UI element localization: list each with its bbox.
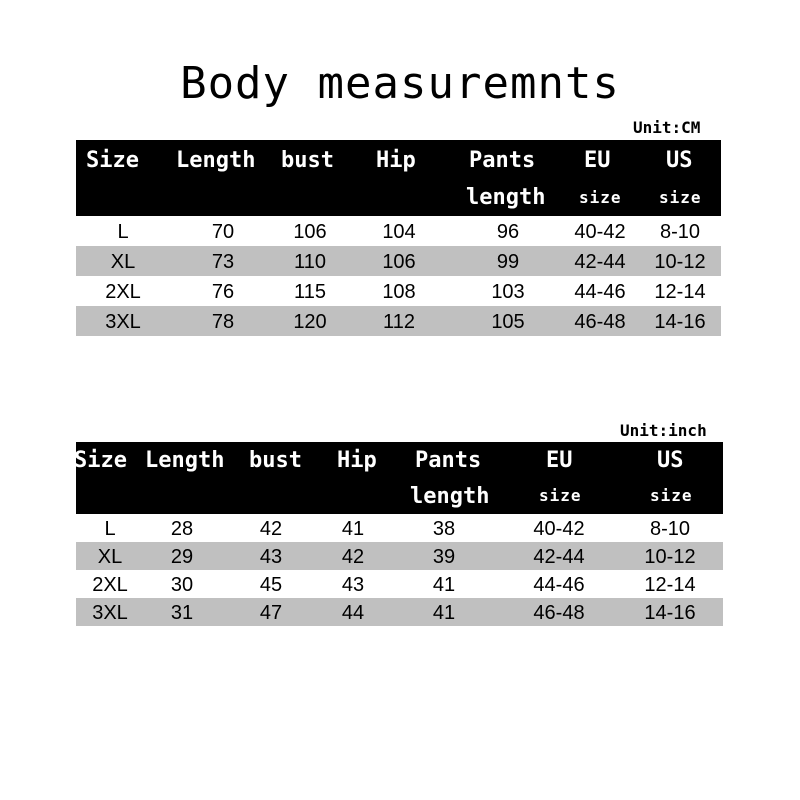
cell-bust: 43	[259, 546, 283, 568]
header-pants-length: length	[410, 484, 490, 509]
cell-pants-length: 99	[496, 251, 520, 273]
cell-bust: 110	[294, 251, 326, 273]
cell-pants-length: 41	[432, 574, 456, 596]
cell-eu-size: 46-48	[533, 602, 585, 624]
table-row	[76, 276, 721, 306]
cell-hip: 112	[383, 311, 415, 333]
cell-us-size: 12-14	[644, 574, 696, 596]
cell-hip: 108	[382, 281, 416, 303]
cell-size: 2XL	[92, 574, 128, 596]
table-row	[76, 514, 723, 542]
header-hip: Hip	[337, 448, 377, 473]
cell-us-size: 8-10	[659, 221, 701, 243]
cell-bust: 106	[293, 221, 327, 243]
header-bust: bust	[281, 148, 334, 173]
cell-eu-size: 44-46	[574, 281, 626, 303]
cell-length: 29	[170, 546, 194, 568]
cell-eu-size: 46-48	[574, 311, 626, 333]
cell-eu-size: 42-44	[574, 251, 626, 273]
header-pants-length: length	[466, 185, 546, 210]
table-row	[76, 570, 723, 598]
unit-label-inch: Unit:inch	[620, 421, 707, 440]
cell-length: 78	[211, 311, 235, 333]
header-us-size: size	[650, 486, 693, 505]
cell-eu-size: 42-44	[533, 546, 585, 568]
cell-hip: 44	[341, 602, 365, 624]
cell-bust: 120	[293, 311, 327, 333]
cell-us-size: 12-14	[654, 281, 706, 303]
table-row	[76, 598, 723, 626]
table-row	[76, 306, 721, 336]
cell-size: XL	[97, 546, 123, 568]
header-length: Length	[176, 148, 256, 173]
cell-pants-length: 105	[491, 311, 525, 333]
header-eu: EU	[584, 148, 611, 173]
table-row	[76, 246, 721, 276]
header-pants: Pants	[415, 448, 482, 473]
header-bust: bust	[249, 448, 302, 473]
cell-length: 70	[211, 221, 235, 243]
page-title: Body measuremnts	[180, 58, 620, 109]
cell-hip: 104	[382, 221, 416, 243]
header-eu-size: size	[539, 486, 582, 505]
cell-bust: 115	[294, 281, 326, 303]
cell-us-size: 10-12	[644, 546, 696, 568]
table-row	[76, 216, 721, 246]
cell-eu-size: 40-42	[533, 518, 585, 540]
table-header	[76, 442, 723, 514]
header-us-size: size	[659, 188, 702, 207]
cell-length: 30	[170, 574, 194, 596]
cell-eu-size: 40-42	[574, 221, 626, 243]
cell-pants-length: 96	[496, 221, 520, 243]
table-row	[76, 542, 723, 570]
cell-size: 3XL	[105, 311, 141, 333]
header-size: Size	[86, 148, 139, 173]
cell-hip: 106	[382, 251, 416, 273]
header-length: Length	[145, 448, 225, 473]
cell-us-size: 10-12	[654, 251, 706, 273]
unit-label-cm: Unit:CM	[633, 118, 701, 137]
cell-pants-length: 103	[491, 281, 525, 303]
cell-size: L	[104, 518, 116, 540]
cell-length: 73	[211, 251, 235, 273]
cell-eu-size: 44-46	[533, 574, 585, 596]
cell-pants-length: 38	[432, 518, 456, 540]
header-eu: EU	[546, 448, 573, 473]
cell-hip: 42	[341, 546, 365, 568]
cell-size: 3XL	[92, 602, 128, 624]
cell-hip: 43	[341, 574, 365, 596]
cell-hip: 41	[341, 518, 365, 540]
table-header	[76, 140, 721, 216]
header-us: US	[657, 448, 684, 473]
cell-pants-length: 41	[432, 602, 456, 624]
cell-pants-length: 39	[432, 546, 456, 568]
size-table-inch	[76, 442, 723, 626]
cell-size: 2XL	[105, 281, 141, 303]
cell-size: L	[117, 221, 129, 243]
cell-us-size: 14-16	[654, 311, 706, 333]
cell-us-size: 14-16	[644, 602, 696, 624]
header-hip: Hip	[376, 148, 416, 173]
cell-bust: 45	[259, 574, 283, 596]
header-size: Size	[74, 448, 127, 473]
cell-us-size: 8-10	[649, 518, 691, 540]
cell-bust: 47	[259, 602, 283, 624]
cell-length: 28	[170, 518, 194, 540]
cell-length: 31	[170, 602, 194, 624]
cell-bust: 42	[259, 518, 283, 540]
cell-length: 76	[211, 281, 235, 303]
size-table-cm	[76, 140, 721, 336]
header-pants: Pants	[469, 148, 536, 173]
cell-size: XL	[110, 251, 136, 273]
header-eu-size: size	[579, 188, 622, 207]
header-us: US	[666, 148, 693, 173]
